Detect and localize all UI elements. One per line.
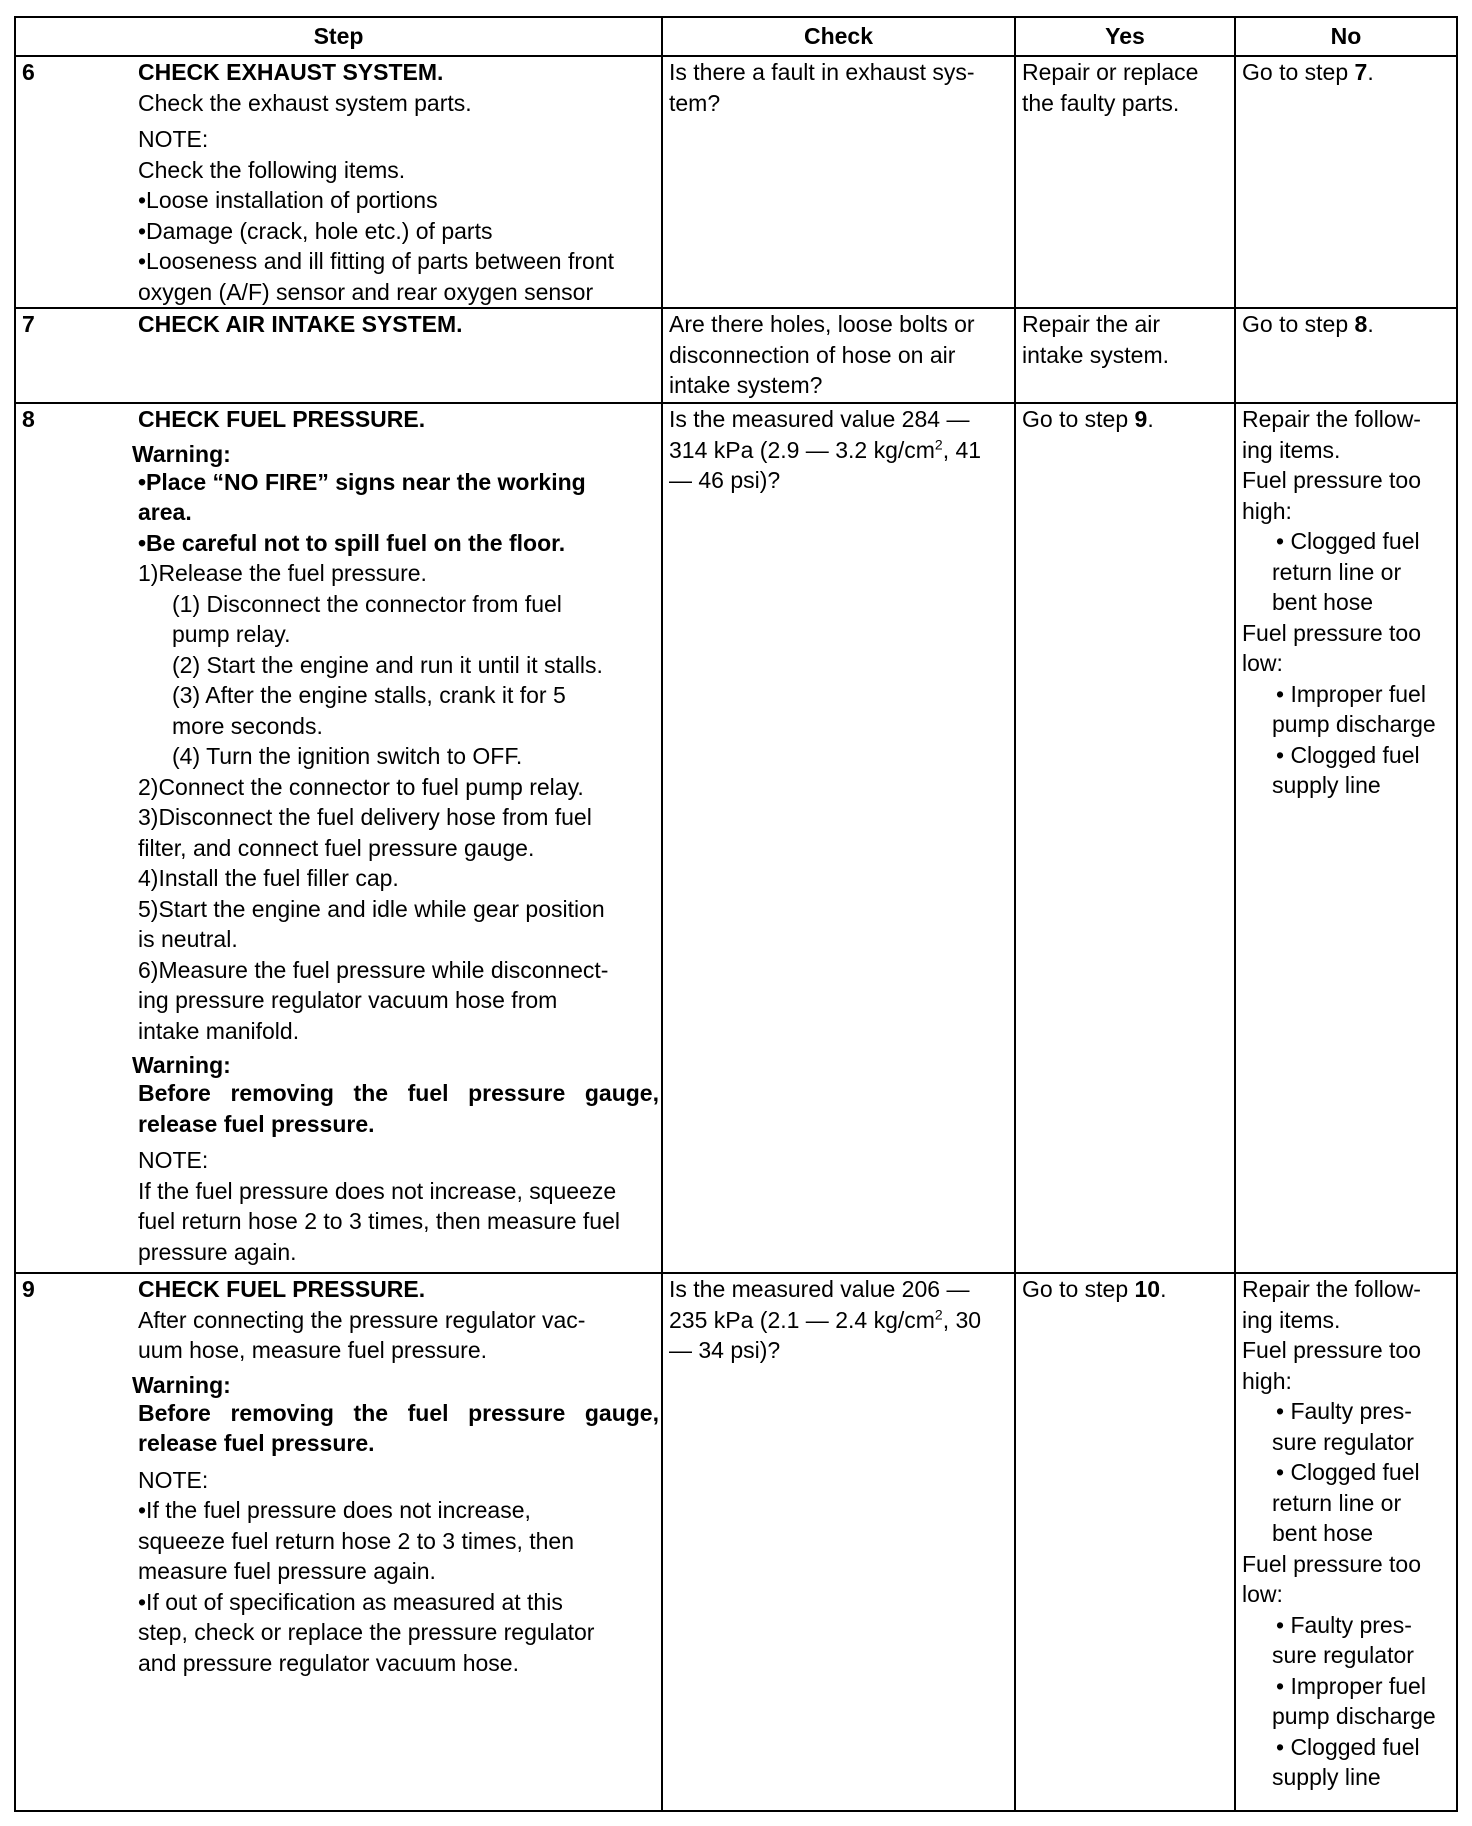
note-label: NOTE: [138,1466,209,1493]
no-text: Fuel pressure too [1242,467,1421,493]
step-cell [15,308,662,403]
step-title: CHECK AIR INTAKE SYSTEM. [138,311,463,337]
table-row [15,1273,1457,1811]
header-check: Check [662,17,1015,56]
warning-line: area. [138,499,192,525]
yes-cell [1015,308,1235,403]
note-label: NOTE: [138,126,209,152]
yes-text [1022,1274,1234,1305]
procedure-line: 6)Measure the fuel pressure while disconnect- [138,956,609,983]
no-text: sure regulator [1272,1642,1414,1668]
table-row [15,403,1457,1273]
check-text: intake system? [669,372,823,398]
table-row [15,308,1457,403]
check-cell [662,403,1015,1273]
check-text: Is the measured value 206 — [669,1276,970,1302]
procedure-subline: (4) Turn the ignition switch to OFF. [172,743,523,769]
note-line: If the fuel pressure does not increase, squeeze [138,1177,617,1204]
check-text-part: 314 kPa (2.9 — 3.2 kg/cm [669,436,935,463]
procedure-line: 2)Connect the connector to fuel pump relay. [138,773,584,800]
check-text: Are there holes, loose bolts or [669,311,975,337]
procedure-line: 4)Install the fuel filler cap. [138,865,399,891]
superscript: 2 [934,1305,943,1322]
warning-line: •Be careful not to spill fuel on the floor. [138,529,566,556]
procedure-line: is neutral. [138,926,238,952]
check-text-part: 235 kPa (2.1 — 2.4 kg/cm [669,1306,935,1333]
no-text: return line or [1272,558,1402,585]
yes-cell [1015,403,1235,1273]
no-text: bent hose [1272,1520,1374,1546]
check-text: tem? [669,89,721,116]
no-text: supply line [1272,772,1381,798]
no-text: pump discharge [1272,1703,1436,1729]
goto-step-number: 10 [1134,1276,1161,1302]
yes-cell [1015,56,1235,308]
step-cell [15,1273,662,1811]
procedure-line: intake manifold. [138,1017,300,1044]
goto-prefix: Go to step [1022,406,1135,432]
note-line: squeeze fuel return hose 2 to 3 times, then [138,1527,574,1554]
no-text: pump discharge [1272,711,1436,737]
warning-line: release fuel pressure. [138,1110,375,1137]
step-cell [15,403,662,1273]
header-row [15,17,1457,56]
table-row [15,56,1457,308]
yes-text: the faulty parts. [1022,89,1180,116]
check-cell [662,56,1015,308]
no-bullet: • Clogged fuel [1276,1733,1420,1760]
note-line: oxygen (A/F) sensor and rear oxygen sensor [138,278,594,305]
no-bullet: • Faulty pres- [1276,1398,1412,1424]
procedure-line: ing pressure regulator vacuum hose from [138,987,558,1013]
no-text: Fuel pressure too [1242,619,1421,646]
note-line: •If out of specification as measured at this [138,1588,563,1615]
no-cell [1235,308,1457,403]
warning-line: Before removing the fuel pressure gauge, [138,1080,659,1106]
step-title: CHECK FUEL PRESSURE. [138,406,426,432]
note-line: and pressure regulator vacuum hose. [138,1649,519,1676]
procedure-line: filter, and connect fuel pressure gauge. [138,834,535,861]
goto-prefix: Go to step [1242,59,1355,85]
no-text: return line or [1272,1489,1402,1516]
no-bullet: • Improper fuel [1276,680,1426,707]
check-text: — 46 psi)? [669,467,781,493]
note-line: fuel return hose 2 to 3 times, then measure fuel [138,1208,620,1234]
no-text: Repair the follow- [1242,406,1421,432]
note-line: Check the following items. [138,156,406,183]
superscript: 2 [934,435,943,452]
goto-prefix: Go to step [1242,311,1355,337]
yes-text [1022,404,1234,435]
check-text-part: , 30 [942,1306,982,1333]
check-text [669,1305,1014,1336]
procedure-subline: pump relay. [172,621,291,647]
procedure-line: 3)Disconnect the fuel delivery hose from fuel [138,804,592,830]
no-bullet: • Clogged fuel [1276,528,1420,554]
step-title: CHECK EXHAUST SYSTEM. [138,59,444,85]
note-line: step, check or replace the pressure regulator [138,1619,595,1645]
note-line: measure fuel pressure again. [138,1558,436,1584]
no-text: high: [1242,497,1292,524]
procedure-subline: (1) Disconnect the connector from fuel [172,590,562,617]
no-text: bent hose [1272,589,1374,615]
check-text-part: , 41 [942,436,982,463]
no-text: ing items. [1242,1306,1341,1333]
yes-cell [1015,1273,1235,1811]
step-title: CHECK FUEL PRESSURE. [138,1276,426,1302]
procedure-line: 1)Release the fuel pressure. [138,560,427,586]
no-text: ing items. [1242,436,1341,463]
check-text: Is there a fault in exhaust sys- [669,59,975,85]
no-bullet: • Clogged fuel [1276,1459,1420,1485]
no-text: supply line [1272,1764,1381,1790]
note-line: •If the fuel pressure does not increase, [138,1497,531,1523]
step-text: After connecting the pressure regulator vac- [138,1306,586,1333]
no-text: low: [1242,1581,1283,1607]
check-cell [662,308,1015,403]
note-line: •Looseness and ill fitting of parts between front [138,248,615,274]
goto-step-number: 8 [1354,311,1368,337]
warning-label: Warning: [132,1052,231,1078]
no-cell [1235,403,1457,1273]
yes-text: Repair or replace [1022,59,1199,85]
procedure-line: 5)Start the engine and idle while gear position [138,895,605,922]
procedure-subline: more seconds. [172,712,323,739]
note-line: •Damage (crack, hole etc.) of parts [138,217,493,244]
no-cell [1235,1273,1457,1811]
step-number: 6 [22,59,35,85]
no-text: high: [1242,1367,1292,1394]
diagnostic-table [14,16,1458,1812]
no-text: low: [1242,650,1283,676]
goto-suffix: . [1367,311,1374,337]
note-line: •Loose installation of portions [138,187,438,213]
warning-line: •Place “NO FIRE” signs near the working [138,468,586,495]
goto-prefix: Go to step [1022,1276,1135,1302]
no-text [1242,309,1456,340]
no-cell [1235,56,1457,308]
warning-label: Warning: [132,440,231,467]
no-bullet: • Improper fuel [1276,1672,1426,1699]
yes-text: Repair the air [1022,311,1161,337]
step-cell [15,56,662,308]
step-text: uum hose, measure fuel pressure. [138,1337,488,1363]
no-text: Fuel pressure too [1242,1550,1421,1577]
goto-step-number: 9 [1134,406,1148,432]
goto-suffix: . [1147,406,1154,432]
header-step: Step [15,17,662,56]
procedure-subline: (2) Start the engine and run it until it stalls. [172,651,603,678]
header-no: No [1235,17,1457,56]
note-label: NOTE: [138,1147,209,1173]
warning-line: Before removing the fuel pressure gauge, [138,1399,659,1426]
step-number: 9 [22,1276,35,1302]
goto-suffix: . [1160,1276,1167,1302]
procedure-subline: (3) After the engine stalls, crank it for 5 [172,682,566,708]
no-bullet: • Faulty pres- [1276,1611,1412,1638]
note-line: pressure again. [138,1238,297,1265]
check-text: — 34 psi)? [669,1337,781,1363]
no-text: Repair the follow- [1242,1276,1421,1302]
yes-text: intake system. [1022,341,1169,368]
no-text [1242,57,1456,88]
check-text [669,435,1014,466]
step-number: 7 [22,311,35,337]
warning-line: release fuel pressure. [138,1430,375,1456]
no-text: Fuel pressure too [1242,1337,1421,1363]
goto-step-number: 7 [1354,59,1368,85]
warning-label: Warning: [132,1371,231,1398]
no-text: sure regulator [1272,1428,1414,1455]
goto-suffix: . [1367,59,1374,85]
step-number: 8 [22,406,35,432]
check-cell [662,1273,1015,1811]
check-text: disconnection of hose on air [669,341,956,368]
check-text: Is the measured value 284 — [669,406,970,432]
step-text: Check the exhaust system parts. [138,89,472,116]
no-bullet: • Clogged fuel [1276,741,1420,768]
header-yes: Yes [1015,17,1235,56]
